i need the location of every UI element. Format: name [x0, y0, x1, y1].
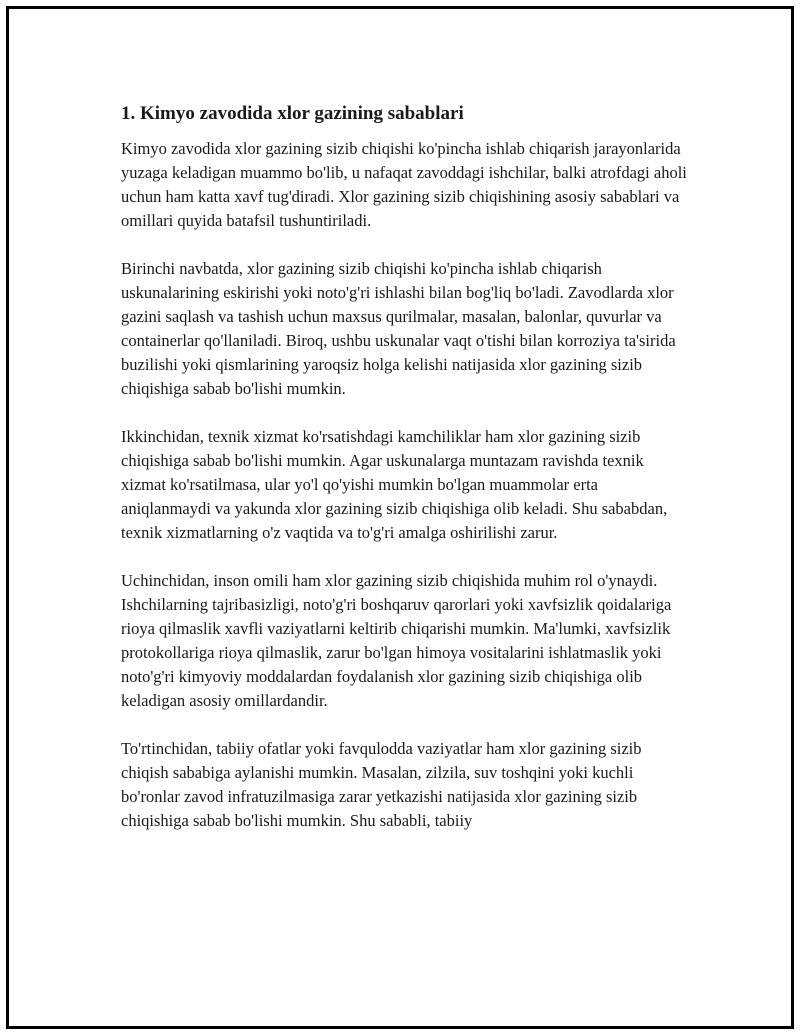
- paragraph-third-reason: Uchinchidan, inson omili ham xlor gazining sizib chiqishida muhim rol o'ynaydi. Ishchilarning tajribasizligi, noto'g'ri boshqaruv qarorlari yoki xavfsizlik qoidalariga rioya qilmaslik xavfli vaziyatlarni keltirib chiqarishi mumkin. Ma'lumki, xavfsizlik protokollariga rioya qilmaslik, zarur bo'lgan himoya vositalarini ishlatmaslik yoki noto'g'ri kimyoviy moddalardan foydalanish xlor gazining sizib chiqishiga olib keladigan asosiy omillardandir.: [121, 571, 672, 710]
- document-body: [121, 102, 691, 833]
- paragraph-first-reason: Birinchi navbatda, xlor gazining sizib chiqishi ko'pincha ishlab chiqarish uskunalarining eskirishi yoki noto'g'ri ishlashi bilan bog'liq bo'ladi. Zavodlarda xlor gazini saqlash va tashish uchun maxsus qurilmalar, masalan, balonlar, quvurlar va containerlar qo'llaniladi. Biroq, ushbu uskunalar vaqt o'tishi bilan korroziya ta'sirida buzilishi yoki qismlarining yaroqsiz holga kelishi natijasida xlor gazining sizib chiqishiga sabab bo'lishi mumkin.: [121, 259, 676, 398]
- paragraph-intro: Kimyo zavodida xlor gazining sizib chiqishi ko'pincha ishlab chiqarish jarayonlarida yuzaga keladigan muammo bo'lib, u nafaqat zavoddagi ishchilar, balki atrofdagi aholi uchun ham katta xavf tug'diradi. Xlor gazining sizib chiqishining asosiy sabablari va omillari quyida batafsil tushuntiriladi.: [121, 139, 687, 230]
- page-frame: [6, 6, 794, 1029]
- paragraph-second-reason: Ikkinchidan, texnik xizmat ko'rsatishdagi kamchiliklar ham xlor gazining sizib chiqishiga sabab bo'lishi mumkin. Agar uskunalarga muntazam ravishda texnik xizmat ko'rsatilmasa, ular yo'l qo'yishi mumkin bo'lgan muammolar erta aniqlanmaydi va yakunda xlor gazining sizib chiqishiga olib keladi. Shu sababdan, texnik xizmatlarning o'z vaqtida va to'g'ri amalga oshirilishi zarur.: [121, 427, 668, 542]
- paragraph-fourth-reason: To'rtinchidan, tabiiy ofatlar yoki favqulodda vaziyatlar ham xlor gazining sizib chiqish sababiga aylanishi mumkin. Masalan, zilzila, suv toshqini yoki kuchli bo'ronlar zavod infratuzilmasiga zarar yetkazishi natijasida xlor gazining sizib chiqishiga sabab bo'lishi mumkin. Shu sababli, tabiiy: [121, 739, 642, 830]
- section-heading: 1. Kimyo zavodida xlor gazining sabablari: [121, 103, 464, 124]
